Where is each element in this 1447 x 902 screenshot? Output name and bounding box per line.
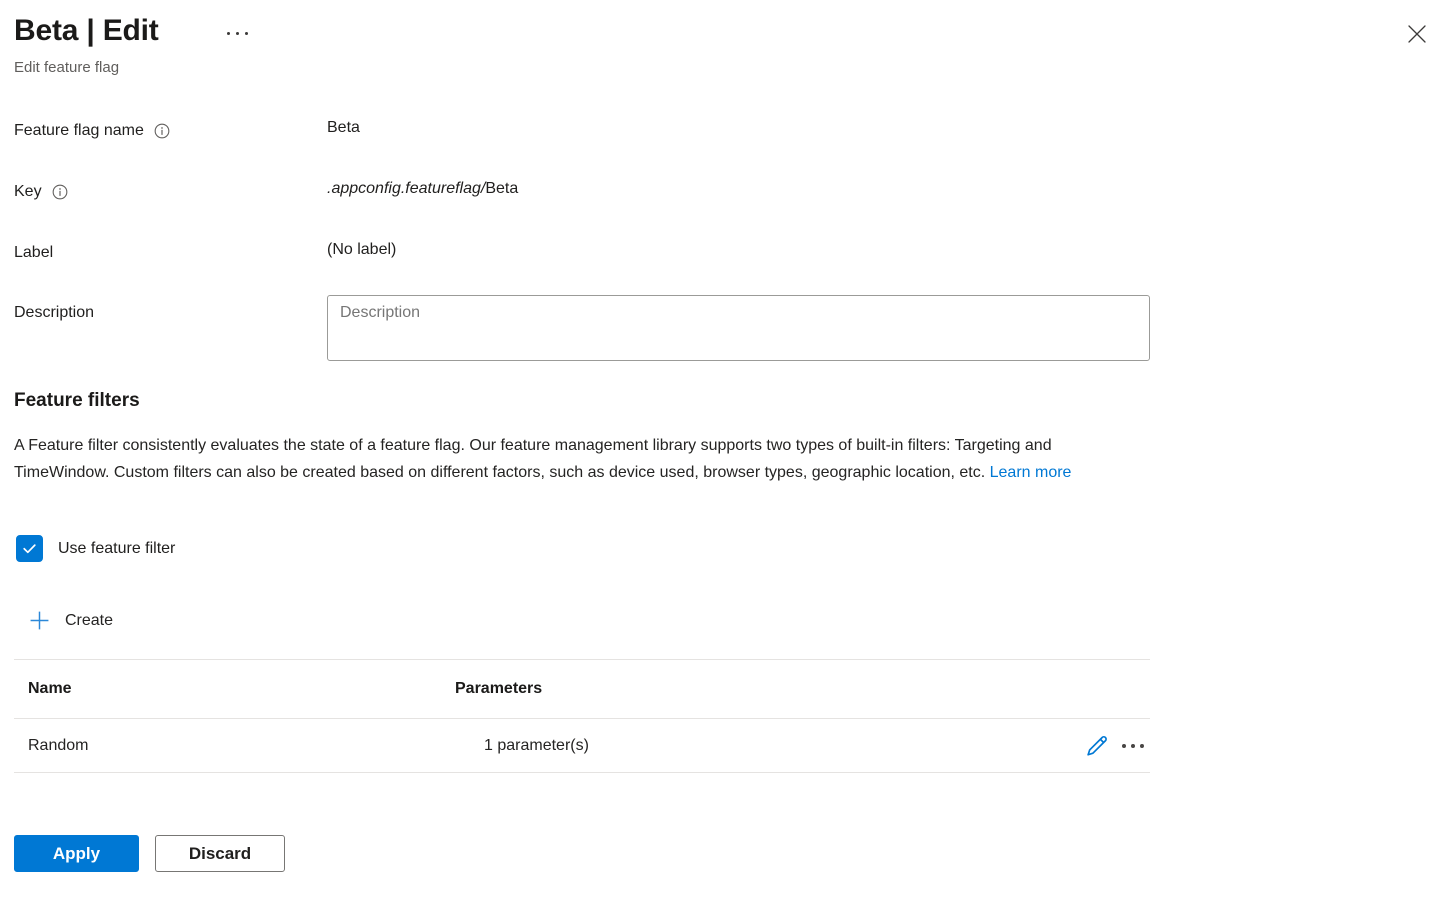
column-header-parameters: Parameters [455, 680, 543, 697]
edit-filter-button[interactable] [1083, 732, 1111, 760]
row-actions [1083, 719, 1146, 772]
page-subtitle: Edit feature flag [14, 59, 120, 76]
feature-filters-heading: Feature filters [14, 390, 140, 411]
form-row-name [14, 100, 1150, 161]
use-feature-filter-checkbox[interactable] [16, 535, 43, 562]
table-header-row [14, 660, 1150, 718]
label-value: (No label) [327, 240, 397, 258]
table-row [14, 719, 1150, 772]
close-icon [1404, 21, 1430, 47]
feature-flag-name-value: Beta [327, 118, 360, 136]
feature-filters-description [14, 432, 1150, 486]
table-divider [14, 772, 1150, 773]
key-value [327, 180, 1150, 198]
page-title: Beta | Edit [14, 14, 159, 47]
ellipsis-icon [236, 32, 239, 35]
description-label: Description [14, 304, 95, 321]
close-button[interactable] [1396, 13, 1438, 55]
column-header-name: Name [28, 680, 72, 697]
form-row-label [14, 222, 1150, 283]
ellipsis-icon [1122, 744, 1126, 748]
pencil-icon [1085, 734, 1109, 758]
info-icon[interactable] [51, 183, 69, 201]
key-label-cell [14, 183, 327, 201]
discard-button[interactable]: Discard [155, 835, 285, 872]
ellipsis-icon [245, 32, 248, 35]
label-label: Label [14, 243, 54, 261]
create-filter-label: Create [65, 611, 114, 629]
feature-flag-name-label: Feature flag name [14, 121, 144, 139]
feature-flag-name-label-cell [14, 122, 327, 140]
plus-icon [29, 610, 50, 631]
use-feature-filter-checkbox-row[interactable] [16, 535, 175, 562]
feature-filters-description-text: A Feature filter consistently evaluates the state of a feature flag. Our feature management library supports two types of built-in filters: Targeting and TimeWindow. Custom filters can also be created based on different factors, such as device used, browser types, geographic location, etc. [14, 437, 1052, 481]
ellipsis-icon [1140, 744, 1144, 748]
ellipsis-icon [227, 32, 230, 35]
key-label: Key [14, 182, 42, 200]
row-more-menu-button[interactable] [1120, 742, 1146, 750]
description-label-cell [14, 283, 327, 322]
form-row-key [14, 161, 1150, 222]
checkmark-icon [21, 540, 38, 557]
context-menu-button[interactable] [225, 27, 250, 39]
filter-name-cell: Random [28, 736, 89, 754]
feature-flag-form [14, 100, 1150, 366]
form-row-description [14, 283, 1150, 366]
apply-button[interactable]: Apply [14, 835, 139, 872]
learn-more-link[interactable]: Learn more [989, 464, 1072, 481]
create-filter-button[interactable] [27, 608, 115, 633]
filters-table [14, 659, 1150, 773]
key-value-prefix: .appconfig.featureflag/ [327, 179, 486, 197]
key-value-name: Beta [485, 179, 519, 197]
filter-parameters-cell: 1 parameter(s) [484, 736, 589, 754]
label-label-cell [14, 244, 327, 262]
info-icon[interactable] [153, 122, 171, 140]
description-value-cell [327, 283, 1150, 366]
ellipsis-icon [1131, 744, 1135, 748]
description-input[interactable] [327, 295, 1150, 361]
use-feature-filter-label: Use feature filter [58, 539, 176, 557]
